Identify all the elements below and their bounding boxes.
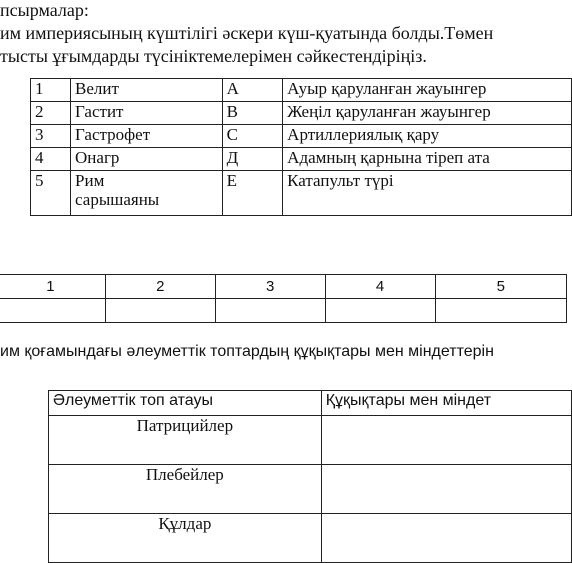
table-row bbox=[31, 102, 572, 125]
definition: Ауыр қаруланған жауынгер bbox=[283, 79, 572, 102]
table-row bbox=[31, 171, 572, 216]
group-name: Плебейлер bbox=[49, 465, 322, 514]
table-row bbox=[31, 79, 572, 102]
answer-header: 4 bbox=[325, 275, 435, 299]
definition: Адамның қарнына тіреп ата bbox=[283, 148, 572, 171]
term: Онагр bbox=[71, 148, 223, 171]
group-name-header: Әлеуметтік топ атауы bbox=[49, 391, 322, 416]
table-row bbox=[49, 416, 572, 465]
matching-table bbox=[30, 78, 572, 216]
table-row bbox=[31, 125, 572, 148]
table-row bbox=[49, 514, 572, 563]
definition: Артиллериялық қару bbox=[283, 125, 572, 148]
answer-header: 2 bbox=[105, 275, 215, 299]
term: Гастит bbox=[71, 102, 223, 125]
rights-cell[interactable] bbox=[321, 416, 571, 465]
letter: Д bbox=[222, 148, 283, 171]
answer-table bbox=[0, 274, 567, 323]
groups-header-row bbox=[49, 391, 572, 416]
table-row bbox=[49, 465, 572, 514]
letter: Е bbox=[222, 171, 283, 216]
definition: Жеңіл қаруланған жауынгер bbox=[283, 102, 572, 125]
answer-header: 1 bbox=[0, 275, 105, 299]
rights-cell[interactable] bbox=[321, 465, 571, 514]
term: Рим сарышаяны bbox=[71, 171, 223, 216]
answer-cell[interactable] bbox=[215, 299, 325, 323]
definition: Катапульт түрі bbox=[283, 171, 572, 216]
answer-header: 3 bbox=[215, 275, 325, 299]
header-line-3: тысты ұғымдарды түсініктемелерімен сәйкестендіріңіз. bbox=[0, 46, 427, 66]
table-row bbox=[31, 148, 572, 171]
answer-header: 5 bbox=[435, 275, 567, 299]
row-number: 5 bbox=[31, 171, 71, 216]
rights-cell[interactable] bbox=[321, 514, 571, 563]
letter: А bbox=[222, 79, 283, 102]
letter: В bbox=[222, 102, 283, 125]
term: Гастрофет bbox=[71, 125, 223, 148]
answer-cell[interactable] bbox=[435, 299, 567, 323]
answer-header-row bbox=[0, 275, 567, 299]
social-groups-table bbox=[48, 390, 572, 563]
answer-cell[interactable] bbox=[105, 299, 215, 323]
answer-cell[interactable] bbox=[0, 299, 105, 323]
question-2: им қоғамындағы әлеуметтік топтардың құқықтары мен міндеттерін bbox=[0, 343, 494, 360]
header-line-1: псырмалар: bbox=[0, 0, 89, 20]
term: Велит bbox=[71, 79, 223, 102]
answer-row bbox=[0, 299, 567, 323]
rights-header: Құқықтары мен міндет bbox=[321, 391, 571, 416]
letter: С bbox=[222, 125, 283, 148]
row-number: 3 bbox=[31, 125, 71, 148]
group-name: Құлдар bbox=[49, 514, 322, 563]
row-number: 1 bbox=[31, 79, 71, 102]
row-number: 4 bbox=[31, 148, 71, 171]
answer-cell[interactable] bbox=[325, 299, 435, 323]
row-number: 2 bbox=[31, 102, 71, 125]
header-line-2: им империясының күштілігі әскери күш-қуатында болды.Төмен bbox=[0, 23, 494, 43]
group-name: Патрицийлер bbox=[49, 416, 322, 465]
